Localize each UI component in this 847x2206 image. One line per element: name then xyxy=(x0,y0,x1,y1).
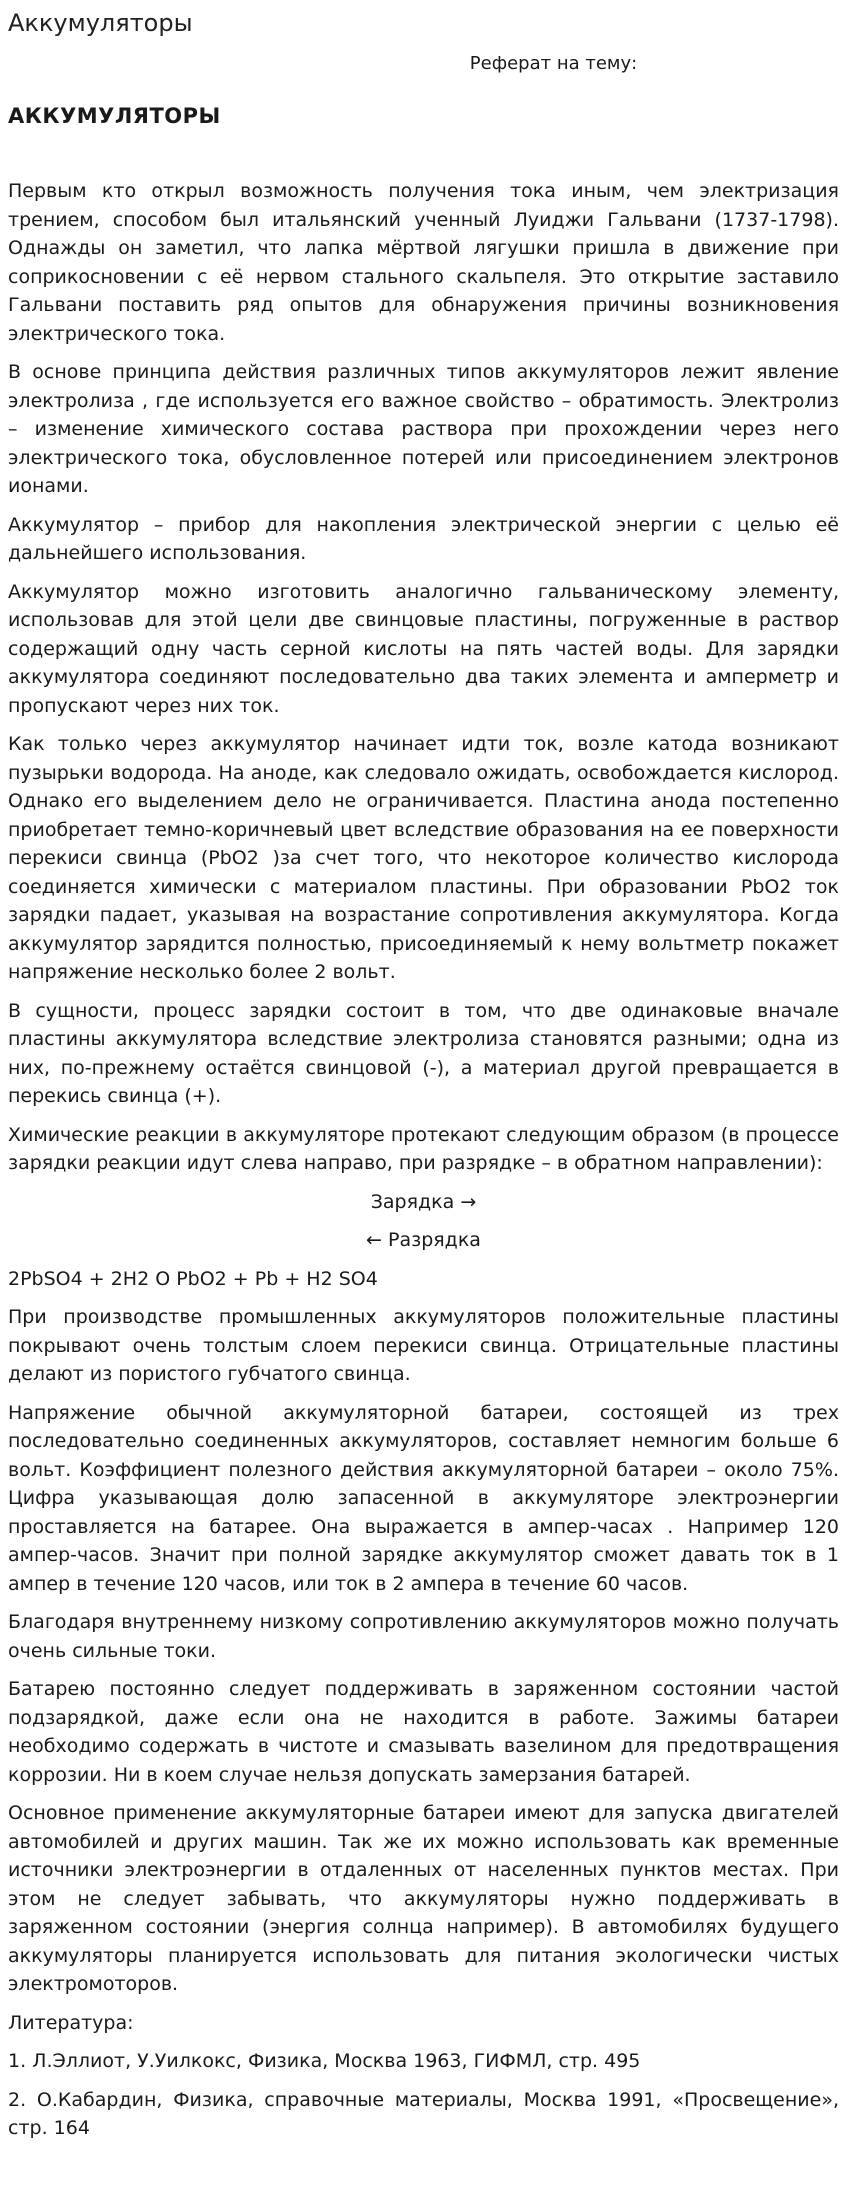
paragraph: Как только через аккумулятор начинает идти ток, возле катода возникают пузырьки водорода. На аноде, как следовало ожидать, освобождается кислород. Однако его выделением дело не ограничивается. Пластина анода постепенно приобретает темно-коричневый цвет вследствие образования на ее поверхности перекиси свинца (PbO2 )за счет того, что некоторое количество кислорода соединяется химически с материалом пластины. При образовании PbO2 ток зарядки падает, указывая на возрастание сопротивления аккумулятора. Когда аккумулятор зарядится полностью, присоединяемый к нему вольтметр покажет напряжение несколько более 2 вольт. xyxy=(8,733,839,983)
reaction-discharge-label: ← Разрядка xyxy=(366,1229,481,1251)
page-title: Аккумуляторы xyxy=(8,9,193,37)
paragraph: В сущности, процесс зарядки состоит в том, что две одинаковые вначале пластины аккумулятора вследствие электролиза становятся разными; одна из них, по-прежнему остаётся свинцовой (-), а материал другой превращается в перекись свинца (+). xyxy=(8,999,839,1107)
paragraph: Напряжение обычной аккумуляторной батареи, состоящей из трех последовательно соединенных аккумуляторов, составляет немногим больше 6 вольт. Коэффициент полезного действия аккумуляторной батареи – около 75%. Цифра указывающая долю запасенной в аккумуляторе электроэнергии проставляется на батарее. Она выражается в ампер-часах . Например 120 ампер-часов. Значит при полной зарядке аккумулятор сможет давать ток в 1 ампер в течение 120 часов, или ток в 2 ампера в течение 60 часов. xyxy=(8,1401,839,1595)
paragraph: Батарею постоянно следует поддерживать в заряженном состоянии частой подзарядкой, даже если она не находится в работе. Зажимы батареи необходимо содержать в чистоте и смазывать вазелином для предотвращения коррозии. Ни в коем случае нельзя допускать замерзания батарей. xyxy=(8,1678,839,1786)
essay-subtitle: Реферат на тему: xyxy=(469,53,638,74)
essay-body xyxy=(8,177,839,2143)
essay-heading: АККУМУЛЯТОРЫ xyxy=(8,104,221,128)
paragraph: Аккумулятор – прибор для накопления электрической энергии с целью её дальнейшего использования. xyxy=(8,513,839,564)
literature-heading: Литература: xyxy=(8,2011,134,2034)
paragraph: При производстве промышленных аккумуляторов положительные пластины покрывают очень толстым слоем перекиси свинца. Отрицательные пластины делают из пористого губчатого свинца. xyxy=(8,1306,839,1385)
paragraph: Химические реакции в аккумуляторе протекают следующим образом (в процессе зарядки реакции идут слева направо, при разрядке – в обратном направлении): xyxy=(8,1123,839,1174)
literature-item: 2. О.Кабардин, Физика, справочные материалы, Москва 1991, «Просвещение», стр. 164 xyxy=(8,2088,839,2139)
paragraph: В основе принципа действия различных типов аккумуляторов лежит явление электролиза , где используется его важное свойство – обратимость. Электролиз – изменение химического состава раствора при прохождении через него электрического тока, обусловленное потерей или присоединением электронов ионами. xyxy=(8,361,839,497)
paragraph: Благодаря внутреннему низкому сопротивлению аккумуляторов можно получать очень сильные токи. xyxy=(8,1611,839,1662)
reaction-charge-label: Зарядка → xyxy=(370,1190,477,1213)
paragraph: Основное применение аккумуляторные батареи имеют для запуска двигателей автомобилей и других машин. Так же их можно использовать как временные источники электроэнергии в отдаленных от населенных пунктов местах. При этом не следует забывать, что аккумуляторы нужно поддерживать в заряженном состоянии (энергия солнца например). В автомобилях будущего аккумуляторы планируется использовать для питания экологически чистых электромоторов. xyxy=(8,1802,839,1995)
paragraph: Первым кто открыл возможность получения тока иным, чем электризация трением, способом был итальянский ученный Луиджи Гальвани (1737-1798). Однажды он заметил, что лапка мёртвой лягушки пришла в движение при соприкосновении с её нервом стального скальпеля. Это открытие заставило Гальвани поставить ряд опытов для обнаружения причины возникновения электрического тока. xyxy=(8,180,839,345)
paragraph: Аккумулятор можно изготовить аналогично гальваническому элементу, использовав для этой цели две свинцовые пластины, погруженные в раствор содержащий одну часть серной кислоты на пять частей воды. Для зарядки аккумулятора соединяют последовательно два таких элемента и амперметр и пропускают через них ток. xyxy=(8,580,839,717)
reaction-equation: 2PbSO4 + 2H2 O PbO2 + Pb + H2 SO4 xyxy=(8,1267,378,1290)
literature-item: 1. Л.Эллиот, У.Уилкокс, Физика, Москва 1963, ГИФМЛ, стр. 495 xyxy=(8,2050,641,2072)
